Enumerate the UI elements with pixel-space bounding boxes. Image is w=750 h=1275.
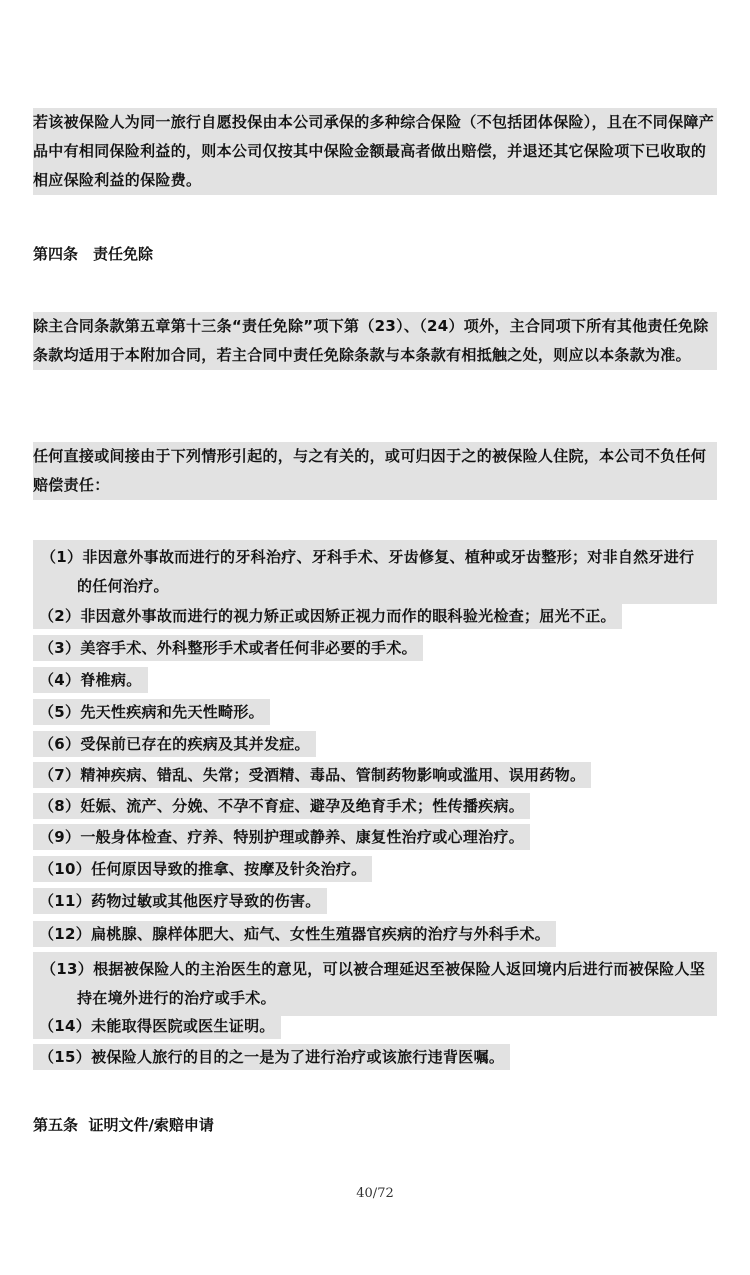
paragraph-text: 若该被保险人为同一旅行自愿投保由本公司承保的多种综合保险（不包括团体保险），且在不同保障产品中有相同保险利益的，则本公司仅按其中保险金额最高者做出赔偿，并退还其它保险项下已收取的相应保险利益的保险费。 (33, 113, 715, 189)
article-4-heading: 第四条 责任免除 (33, 245, 154, 263)
paragraph-text: 除主合同条款第五章第十三条“责任免除”项下第（23）、（24）项外，主合同项下所有其他责任免除条款均适用于本附加合同，若主合同中责任免除条款与本条款有相抵触之处，则应以本条款为准。 (33, 317, 709, 364)
list-item: （9）一般身体检查、疗养、特别护理或静养、康复性治疗或心理治疗。 (33, 823, 717, 852)
paragraph-exclusion-scope (33, 312, 717, 370)
list-item: （3）美容手术、外科整形手术或者任何非必要的手术。 (33, 634, 717, 663)
list-item: （15）被保险人旅行的目的之一是为了进行治疗或该旅行违背医嘱。 (33, 1043, 717, 1072)
list-item: （1）非因意外事故而进行的牙科治疗、牙科手术、牙齿修复、植种或牙齿整形；对非自然牙进行 的任何治疗。 (33, 540, 717, 604)
list-item: （10）任何原因导致的推拿、按摩及针灸治疗。 (33, 855, 717, 884)
paragraph-text: 任何直接或间接由于下列情形引起的，与之有关的，或可归因于之的被保险人住院，本公司不负任何赔偿责任： (33, 447, 707, 494)
list-item: （11）药物过敏或其他医疗导致的伤害。 (33, 887, 717, 916)
paragraph-exclusion-intro (33, 442, 717, 500)
list-item: （6）受保前已存在的疾病及其并发症。 (33, 730, 717, 759)
list-item: （8）妊娠、流产、分娩、不孕不育症、避孕及绝育手术；性传播疾病。 (33, 792, 717, 821)
list-item: （5）先天性疾病和先天性畸形。 (33, 698, 717, 727)
list-item: （12）扁桃腺、腺样体肥大、疝气、女性生殖器官疾病的治疗与外科手术。 (33, 920, 717, 949)
list-item: （4）脊椎病。 (33, 666, 717, 695)
article-5-heading: 第五条 证明文件/索赔申请 (33, 1116, 214, 1134)
list-item: （14）未能取得医院或医生证明。 (33, 1012, 717, 1041)
paragraph-duplicate-insurance (33, 108, 717, 195)
list-item: （7）精神疾病、错乱、失常；受酒精、毒品、管制药物影响或滥用、误用药物。 (33, 761, 717, 790)
list-item: （2）非因意外事故而进行的视力矫正或因矫正视力而作的眼科验光检查；屈光不正。 (33, 602, 717, 631)
list-item: （13）根据被保险人的主治医生的意见，可以被合理延迟至被保险人返回境内后进行而被保险人坚 持在境外进行的治疗或手术。 (33, 952, 717, 1016)
page-number: 40/72 (356, 1186, 394, 1201)
